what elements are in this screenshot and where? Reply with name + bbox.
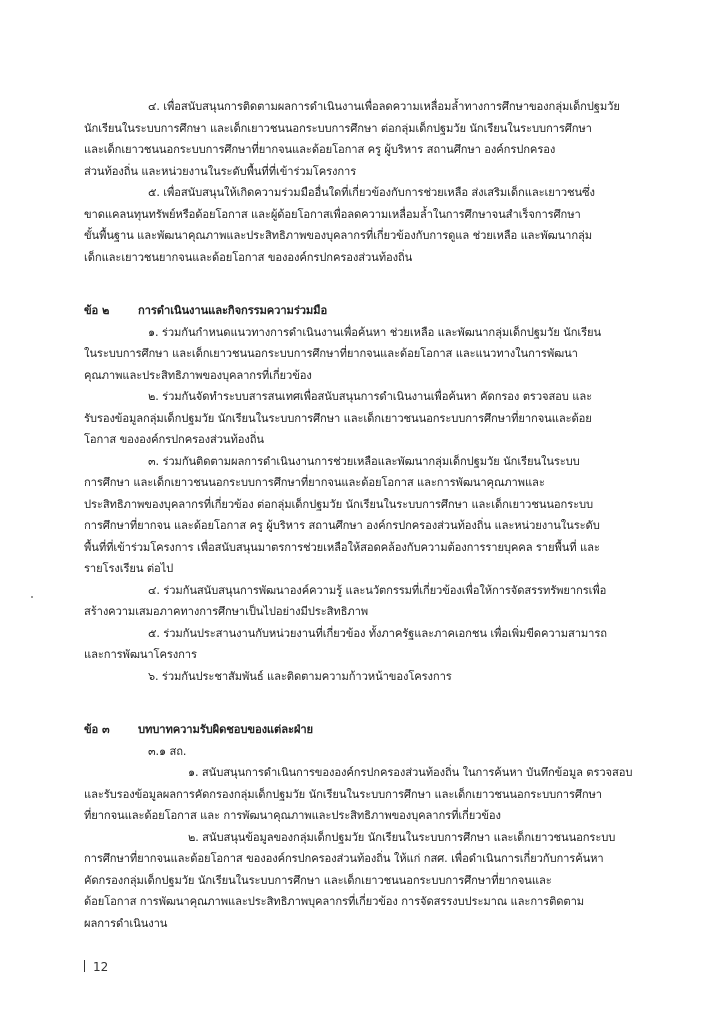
activity-item-3	[84, 451, 656, 580]
scan-speck	[31, 596, 33, 598]
text-line: นักเรียนในระบบการศึกษา และเด็กเยาวชนนอกระบบการศึกษา ต่อกลุ่มเด็กปฐมวัย นักเรียนในระบบการศึกษา	[84, 121, 592, 135]
text-line: ๔. ร่วมกันสนับสนุนการพัฒนาองค์ความรู้ และนวัตกรรมที่เกี่ยวข้องเพื่อให้การจัดสรรทรัพยากรเพื่อ	[148, 583, 607, 597]
text-line: ๖. ร่วมกันประชาสัมพันธ์ และติดตามความก้าวหน้าของโครงการ	[148, 669, 452, 683]
text-line: รับรองข้อมูลกลุ่มเด็กปฐมวัย นักเรียนในระบบการศึกษา และเด็กเยาวชนนอกระบบการศึกษาที่ยากจนและด้อย	[84, 411, 592, 425]
activity-item-1	[84, 322, 656, 387]
text-line: สร้างความเสมอภาคทางการศึกษาเป็นไปอย่างมีประสิทธิภาพ	[84, 605, 369, 618]
text-line: ด้อยโอกาส การพัฒนาคุณภาพและประสิทธิภาพบุคลากรที่เกี่ยวข้อง การจัดสรรงบประมาณ และการติดตาม	[84, 895, 585, 908]
text-line: ๔. เพื่อสนับสนุนการติดตามผลการดำเนินงานเพื่อลดความเหลื่อมล้ำทางการศึกษาของกลุ่มเด็กปฐมวัย	[148, 100, 620, 113]
text-line: และเด็กเยาวชนนอกระบบการศึกษาที่ยากจนและด้อยโอกาส ครู ผู้บริหาร สถานศึกษา องค์กรปกครอง	[84, 143, 556, 156]
text-line: การศึกษาที่ยากจนและด้อยโอกาส ขององค์กรปกครองส่วนท้องถิ่น ให้แก่ กสศ. เพื่อดำเนินการเกี่ยวกับการค้นหา	[84, 852, 604, 865]
text-line: รายโรงเรียน ต่อไป	[84, 562, 174, 575]
activity-item-6	[84, 666, 656, 688]
page-footer	[84, 960, 108, 974]
text-line: โอกาส ขององค์กรปกครองส่วนท้องถิ่น	[84, 433, 264, 446]
objective-item-4	[84, 96, 656, 182]
text-line: ๕. ร่วมกันประสานงานกับหน่วยงานที่เกี่ยวข้อง ทั้งภาครัฐและภาคเอกชน เพื่อเพิ่มขีดความสามารถ	[148, 626, 607, 640]
text-line: ๒. ร่วมกันจัดทำระบบสารสนเทศเพื่อสนับสนุนการดำเนินงานเพื่อค้นหา คัดกรอง ตรวจสอบ และ	[148, 390, 593, 403]
footer-divider	[84, 960, 85, 972]
text-line: คุณภาพและประสิทธิภาพของบุคลากรที่เกี่ยวข้อง	[84, 368, 312, 382]
text-line: ๕. เพื่อสนับสนุนให้เกิดความร่วมมืออื่นใดที่เกี่ยวข้องกับการช่วยเหลือ ส่งเสริมเด็กและเยาวชนซึ่ง	[148, 186, 595, 199]
text-line: ที่ยากจนและด้อยโอกาส และ การพัฒนาคุณภาพและประสิทธิภาพของบุคลากรที่เกี่ยวข้อง	[84, 809, 501, 822]
text-line: ๒. สนับสนุนข้อมูลของกลุ่มเด็กปฐมวัย นักเรียนในระบบการศึกษา และเด็กเยาวชนนอกระบบ	[188, 830, 616, 844]
text-line: ๑. ร่วมกันกำหนดแนวทางการดำเนินงานเพื่อค้นหา ช่วยเหลือ และพัฒนากลุ่มเด็กปฐมวัย นักเรียน	[148, 325, 602, 339]
role-item-2	[84, 827, 656, 935]
text-line: ในระบบการศึกษา และเด็กเยาวชนนอกระบบการศึกษาที่ยากจนและด้อยโอกาส และแนวทางในการพัฒนา	[84, 347, 578, 360]
section-number: ข้อ ๓	[84, 723, 110, 736]
objective-item-5	[84, 182, 656, 268]
section-title: การดำเนินงานและกิจกรรมความร่วมมือ	[138, 304, 328, 317]
text-line: การศึกษา และเด็กเยาวชนนอกระบบการศึกษาที่ยากจนและด้อยโอกาส และการพัฒนาคุณภาพและ	[84, 476, 545, 489]
activity-item-5	[84, 623, 656, 666]
text-line: และรับรองข้อมูลผลการคัดกรองกลุ่มเด็กปฐมวัย นักเรียนในระบบการศึกษา และเด็กเยาวชนนอกระบบการศึกษา	[84, 787, 602, 801]
text-line: พื้นที่ที่เข้าร่วมโครงการ เพื่อสนับสนุนมาตรการช่วยเหลือให้สอดคล้องกับความต้องการรายบุคคล รายพื้นที่ และ	[84, 540, 600, 554]
text-line: และการพัฒนาโครงการ	[84, 648, 197, 661]
text-line: คัดกรองกลุ่มเด็กปฐมวัย นักเรียนในระบบการศึกษา และเด็กเยาวชนนอกระบบการศึกษาที่ยากจนและ	[84, 873, 552, 887]
text-line: ประสิทธิภาพของบุคลากรที่เกี่ยวข้อง ต่อกลุ่มเด็กปฐมวัย นักเรียนในระบบการศึกษา และเด็กเยาวชนนอกระบบ	[84, 497, 594, 511]
section-2-heading	[84, 300, 656, 322]
section-number: ข้อ ๒	[84, 304, 110, 317]
activity-item-2	[84, 386, 656, 451]
page-number: 12	[93, 960, 109, 974]
text-line: ส่วนท้องถิ่น และหน่วยงานในระดับพื้นที่ที่เข้าร่วมโครงการ	[84, 164, 357, 178]
text-line: เด็กและเยาวชนยากจนและด้อยโอกาส ขององค์กรปกครองส่วนท้องถิ่น	[84, 250, 413, 264]
role-item-1	[84, 762, 656, 827]
text-line: ๑. สนับสนุนการดำเนินการขององค์กรปกครองส่วนท้องถิ่น ในการค้นหา บันทึกข้อมูล ตรวจสอบ	[188, 766, 633, 779]
document-body	[84, 96, 656, 934]
text-line: ขั้นพื้นฐาน และพัฒนาคุณภาพและประสิทธิภาพของบุคลากรที่เกี่ยวข้องกับการดูแล ช่วยเหลือ และพัฒนากลุ่ม	[84, 229, 593, 242]
section-3-heading	[84, 719, 656, 741]
subsection-label: ๓.๑ สถ.	[148, 744, 187, 758]
section-title: บทบาทความรับผิดชอบของแต่ละฝ่าย	[138, 723, 313, 736]
text-line: ๓. ร่วมกันติดตามผลการดำเนินงานการช่วยเหลือและพัฒนากลุ่มเด็กปฐมวัย นักเรียนในระบบ	[148, 454, 580, 468]
text-line: ขาดแคลนทุนทรัพย์หรือด้อยโอกาส และผู้ด้อยโอกาสเพื่อลดความเหลื่อมล้ำในการศึกษาจนสำเร็จการศึกษา	[84, 207, 581, 221]
activity-item-4	[84, 580, 656, 623]
text-line: ผลการดำเนินงาน	[84, 916, 168, 930]
text-line: การศึกษาที่ยากจน และด้อยโอกาส ครู ผู้บริหาร สถานศึกษา องค์กรปกครองส่วนท้องถิ่น และหน่วยงานในระดับ	[84, 519, 600, 532]
